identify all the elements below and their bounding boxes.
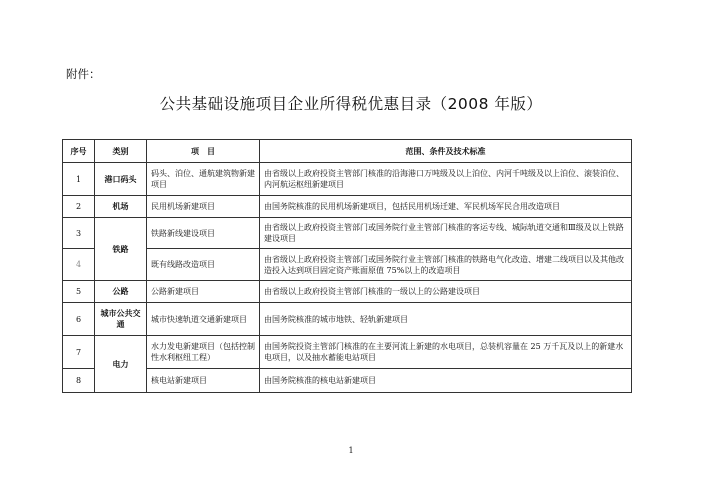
row-standard: 由省级以上政府投资主管部门或国务院行业主管部门核准的客运专线、城际轨道交通和Ⅲ级及以上铁路建设项目	[260, 218, 632, 249]
page-title: 公共基础设施项目企业所得税优惠目录（2008 年版）	[159, 95, 543, 113]
header-item: 项 目	[147, 140, 260, 163]
preferential-catalog-table	[62, 139, 632, 393]
row-standard: 由国务院核准的核电站新建项目	[260, 369, 632, 393]
row-category: 公路	[95, 281, 147, 303]
table-row	[63, 218, 632, 249]
row-category: 电力	[95, 336, 147, 393]
header-standard: 范围、条件及技术标准	[260, 140, 632, 163]
table-header-row	[63, 140, 632, 163]
table-row	[63, 281, 632, 303]
row-no: 3	[63, 218, 95, 249]
row-category: 城市公共交通	[95, 303, 147, 336]
row-category: 港口码头	[95, 163, 147, 196]
row-category: 机场	[95, 196, 147, 218]
row-standard: 由国务院投资主管部门核准的在主要河流上新建的水电项目，总装机容量在 25 万千瓦及以上的新建水电项目，以及抽水蓄能电站项目	[260, 336, 632, 369]
row-no: 7	[63, 336, 95, 369]
attachment-label: 附件：	[66, 67, 101, 81]
table-row	[63, 196, 632, 218]
row-standard: 由省级以上政府投资主管部门核准的一级以上的公路建设项目	[260, 281, 632, 303]
table-row	[63, 336, 632, 369]
table-row	[63, 163, 632, 196]
table-row	[63, 249, 632, 281]
row-item: 既有线路改造项目	[147, 249, 260, 281]
page-number: 1	[348, 446, 354, 455]
table-row	[63, 369, 632, 393]
row-standard: 由省级以上政府投资主管部门或国务院行业主管部门核准的铁路电气化改造、增建二线项目以及其他改造投入达到项目固定资产账面原值 75%以上的改造项目	[260, 249, 632, 281]
row-category: 铁路	[95, 218, 147, 281]
row-standard: 由省级以上政府投资主管部门核准的沿海港口万吨级及以上泊位、内河千吨级及以上泊位、滚装泊位、内河航运枢纽新建项目	[260, 163, 632, 196]
row-no: 4	[63, 249, 95, 281]
row-standard: 由国务院核准的城市地铁、轻轨新建项目	[260, 303, 632, 336]
row-item: 水力发电新建项目（包括控制性水利枢纽工程）	[147, 336, 260, 369]
header-category: 类别	[95, 140, 147, 163]
row-no: 2	[63, 196, 95, 218]
row-item: 码头、泊位、通航建筑物新建项目	[147, 163, 260, 196]
row-no: 5	[63, 281, 95, 303]
row-item: 核电站新建项目	[147, 369, 260, 393]
row-no: 8	[63, 369, 95, 393]
row-item: 民用机场新建项目	[147, 196, 260, 218]
header-no: 序号	[63, 140, 95, 163]
row-no: 1	[63, 163, 95, 196]
table-row	[63, 303, 632, 336]
row-no: 6	[63, 303, 95, 336]
row-item: 城市快速轨道交通新建项目	[147, 303, 260, 336]
row-item: 铁路新线建设项目	[147, 218, 260, 249]
row-standard: 由国务院核准的民用机场新建项目，包括民用机场迁建、军民机场军民合用改造项目	[260, 196, 632, 218]
row-item: 公路新建项目	[147, 281, 260, 303]
